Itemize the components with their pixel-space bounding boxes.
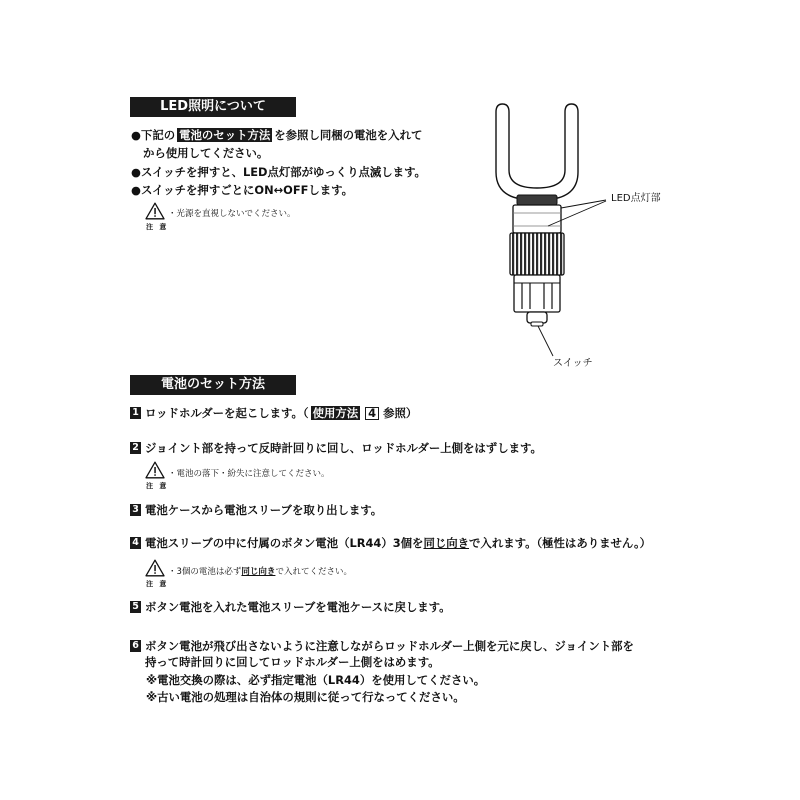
- led-line-2: ●スイッチを押すと、LED点灯部がゆっくり点滅します。: [131, 165, 426, 179]
- step-5: [130, 600, 451, 614]
- led-band: [517, 195, 557, 205]
- caution-text-same-direction: [168, 567, 352, 577]
- step-1-text-post: 参照）: [383, 406, 418, 420]
- step-1: [130, 406, 417, 420]
- holder-fork: [496, 104, 578, 199]
- step-3: [130, 503, 382, 517]
- warning-triangle-icon: [145, 202, 165, 220]
- switch-leader-line: [538, 326, 553, 356]
- step-5-text: ボタン電池を入れた電池スリーブを電池ケースに戻します。: [145, 600, 451, 614]
- battery-setup-reference: 電池のセット方法: [179, 128, 271, 142]
- step-6-text-line-2: 持って時計回りに回してロッドホルダー上側をはめます。: [145, 655, 440, 669]
- holder-upper-body: [513, 205, 561, 233]
- caution-label: 注 意: [146, 223, 169, 231]
- warning-triangle-icon: [145, 559, 165, 577]
- holder-lower-body: [514, 275, 560, 312]
- note-battery-replacement: ※電池交換の際は、必ず指定電池（LR44）を使用してください。: [146, 673, 486, 687]
- step-1-text: ロッドホルダーを起こします。（: [145, 406, 309, 420]
- step-4-emphasis: 同じ向き: [423, 536, 470, 550]
- step-2-text: ジョイント部を持って反時計回りに回し、ロッドホルダー上側をはずします。: [145, 441, 542, 455]
- holder-knurled-grip: [510, 233, 564, 275]
- step-4: [130, 536, 651, 550]
- step-3-text: 電池ケースから電池スリーブを取り出します。: [145, 503, 383, 517]
- caution-text-battery-drop: ・電池の落下・紛失に注意してください。: [168, 469, 330, 479]
- led-line-1-post: を参照し同梱の電池を入れて: [274, 128, 423, 142]
- battery-section-heading: 電池のセット方法: [130, 375, 296, 395]
- step-number: 6: [130, 640, 141, 652]
- usage-reference: 使用方法: [312, 406, 359, 420]
- usage-reference-number: 4: [365, 407, 379, 420]
- rod-holder-illustration: [480, 95, 680, 385]
- led-section-heading: LED照明について: [130, 97, 296, 117]
- led-line-1-pre: ●下記の: [131, 128, 176, 142]
- step-6-text-line-1: ボタン電池が飛び出さないように注意しながらロッドホルダー上側を元に戻し、ジョイント部を: [145, 639, 634, 653]
- warning-triangle-icon: [145, 461, 165, 479]
- step-number: 5: [130, 601, 141, 613]
- led-part-label: LED点灯部: [611, 193, 661, 204]
- step-number: 2: [130, 442, 141, 454]
- step-4-text: 電池スリーブの中に付属のボタン電池（LR44）3個を: [145, 536, 424, 550]
- caution-4-post: で入れてください。: [275, 567, 352, 577]
- switch-button: [527, 312, 547, 323]
- led-line-1-continued: から使用してください。: [143, 146, 269, 160]
- step-number: 4: [130, 537, 141, 549]
- caution-label: 注 意: [146, 580, 169, 588]
- step-2: [130, 441, 542, 455]
- caution-label: 注 意: [146, 482, 169, 490]
- step-4-text-post: で入れます。（極性はありません。）: [469, 536, 652, 550]
- led-line-3: ●スイッチを押すごとにON↔OFFします。: [131, 183, 354, 197]
- note-battery-disposal: ※古い電池の処理は自治体の規則に従って行なってください。: [146, 690, 465, 704]
- step-6: [130, 639, 634, 653]
- switch-label: スイッチ: [553, 358, 593, 369]
- step-number: 1: [130, 407, 141, 419]
- caution-4-pre: ・3個の電池は必ず: [168, 567, 242, 577]
- caution-text-light-source: ・光源を直視しないでください。: [168, 209, 296, 219]
- step-number: 3: [130, 504, 141, 516]
- caution-4-emphasis: 同じ向き: [241, 567, 276, 577]
- led-line-1: [131, 128, 422, 142]
